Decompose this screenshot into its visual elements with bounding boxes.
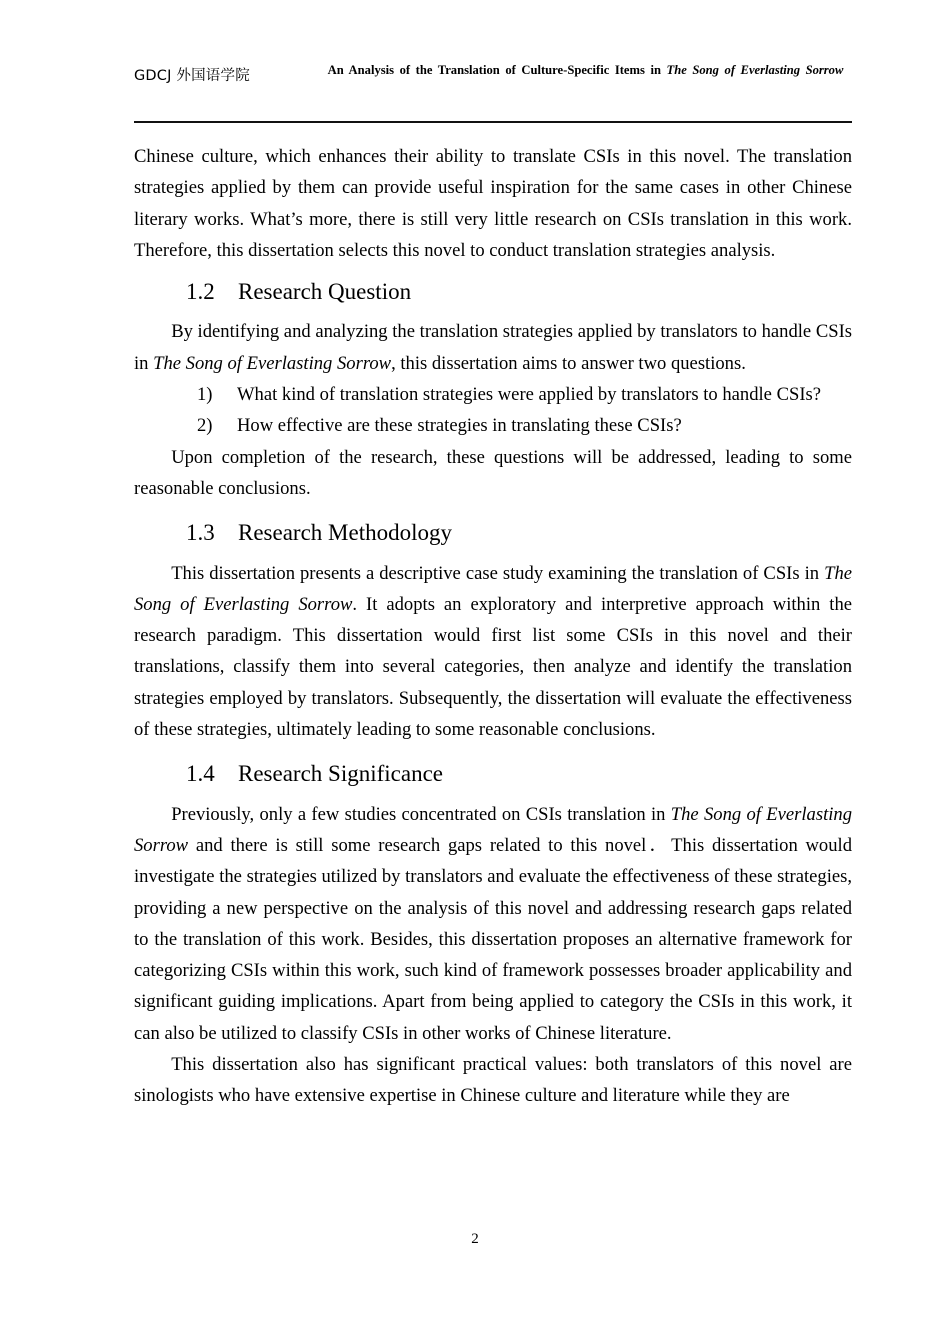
section-number: 1.2 bbox=[186, 279, 215, 305]
section-number: 1.3 bbox=[186, 520, 215, 546]
section-title: Research Methodology bbox=[238, 520, 452, 546]
running-header bbox=[134, 62, 852, 85]
list-marker: 1) bbox=[197, 384, 213, 406]
spacer bbox=[134, 745, 852, 758]
continued-paragraph: Chinese culture, which enhances their ability to translate CSIs in this novel. The translation strategies applied by them can provide useful inspiration for the same cases in other Chinese literary works. What’s more, there is still very little research on CSIs translation in this work. Therefore, this dissertation selects this novel to conduct translation strategies analysis. bbox=[134, 146, 852, 261]
section-title: Research Significance bbox=[238, 761, 443, 787]
spacer bbox=[134, 266, 852, 276]
spacer bbox=[134, 307, 852, 316]
section-1-2-closing-paragraph: Upon completion of the research, these questions will be addressed, leading to some reasonable conclusions. bbox=[134, 446, 852, 499]
intro-text-before: By identifying and analyzing the translation strategies applied by translators to handle CSIs in bbox=[134, 321, 852, 374]
book-title-italic: The Song of Everlasting Sorrow bbox=[153, 352, 392, 374]
book-title-italic: The Song of Everlasting Sorrow bbox=[134, 803, 852, 856]
section-title: Research Question bbox=[238, 279, 412, 305]
section-heading-1-4 bbox=[134, 758, 852, 789]
header-title-book-name: The Song of Everlasting Sorrow bbox=[666, 63, 844, 77]
list-item-text: What kind of translation strategies were applied by translators to handle CSIs? bbox=[237, 384, 821, 406]
header-document-title bbox=[319, 62, 852, 79]
header-divider-rule bbox=[134, 121, 852, 123]
section-1-2-intro-paragraph bbox=[134, 316, 852, 379]
paragraph-text-after: and there is still some research gaps related to this novel．This dissertation would investigate the strategies utilized by translators and evaluate the effectiveness of these strategies, providing a new perspective on the analysis of this novel and addressing research gaps related to the translation of this work. Besides, this dissertation proposes an alternative framework for categorizing CSIs within this work, such kind of framework possesses broader applicability and significant guiding implications. Apart from being applied to category the CSIs in this work, it can also be utilized to classify CSIs in other works of Chinese literature. bbox=[134, 834, 852, 1044]
spacer bbox=[134, 504, 852, 517]
section-1-4-paragraph-1 bbox=[134, 799, 852, 1049]
paragraph-text-before: Previously, only a few studies concentrated on CSIs translation in bbox=[171, 803, 671, 825]
section-heading-1-2 bbox=[134, 276, 852, 307]
research-questions-list bbox=[134, 379, 852, 442]
section-1-3-paragraph bbox=[134, 558, 852, 746]
section-1-4-paragraph-2: This dissertation also has significant practical values: both translators of this novel are sinologists who have extensive expertise in Chinese culture and literature while they are bbox=[134, 1054, 852, 1107]
page-content bbox=[134, 141, 852, 1112]
paragraph-text-before: This dissertation presents a descriptive case study examining the translation of CSIs in bbox=[171, 562, 825, 584]
book-title-italic: The Song of Everlasting Sorrow bbox=[134, 562, 852, 615]
institution-name: GDCJ 外国语学院 bbox=[134, 68, 250, 84]
header-title-text: An Analysis of the Translation of Culture-Specific Items in bbox=[327, 63, 667, 77]
page-number: 2 bbox=[471, 1231, 479, 1247]
section-heading-1-3 bbox=[134, 517, 852, 548]
list-item-text: How effective are these strategies in translating these CSIs? bbox=[237, 415, 682, 437]
section-number: 1.4 bbox=[186, 761, 215, 787]
intro-text-after: , this dissertation aims to answer two questions. bbox=[391, 352, 746, 374]
list-item bbox=[134, 379, 852, 410]
spacer bbox=[134, 549, 852, 558]
paragraph-text-after: . It adopts an exploratory and interpretive approach within the research paradigm. This dissertation would first list some CSIs in this novel and their translations, classify them into several categories, then analyze and identify the translation strategies employed by translators. Subsequently, the dissertation will evaluate the effectiveness of these strategies, ultimately leading to some reasonable conclusions. bbox=[134, 593, 852, 741]
list-item bbox=[134, 410, 852, 441]
spacer bbox=[134, 790, 852, 799]
list-marker: 2) bbox=[197, 415, 213, 437]
